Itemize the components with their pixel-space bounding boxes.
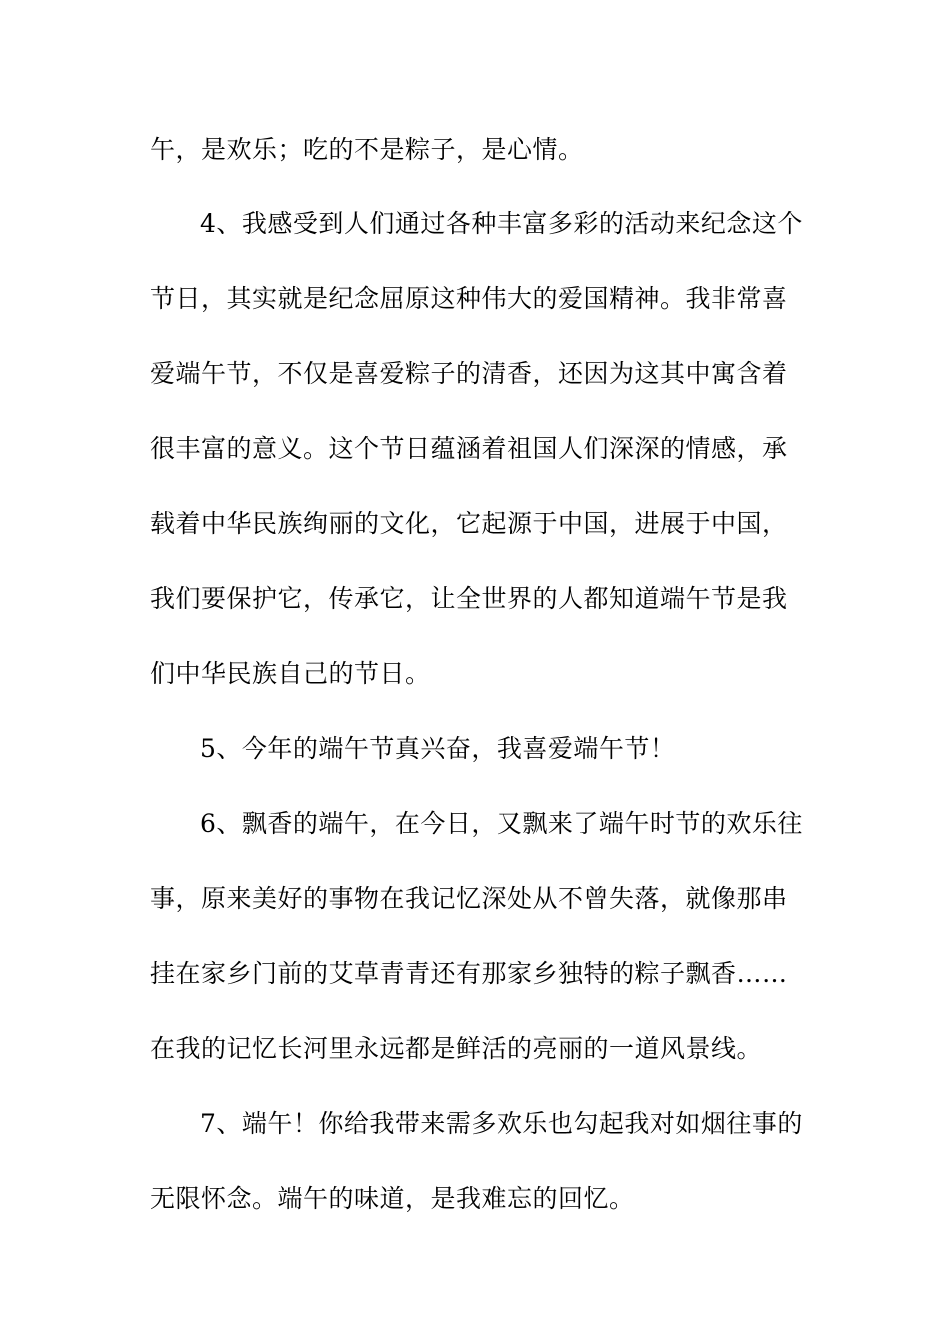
text-line: 7、端午！你给我带来需多欢乐也勾起我对如烟往事的	[200, 1109, 803, 1138]
text-line: 载着中华民族绚丽的文化，它起源于中国，进展于中国，	[150, 509, 788, 538]
text-line: 爱端午节，不仅是喜爱粽子的清香，还因为这其中寓含着	[150, 359, 788, 388]
text-line: 4、我感受到人们通过各种丰富多彩的活动来纪念这个	[200, 209, 803, 238]
text-line: 5、今年的端午节真兴奋，我喜爱端午节！	[200, 734, 676, 763]
text-line: 很丰富的意义。这个节日蕴涵着祖国人们深深的情感，承	[150, 434, 788, 463]
text-line: 6、飘香的端午，在今日，又飘来了端午时节的欢乐往	[200, 809, 803, 838]
text-line: 们中华民族自己的节日。	[150, 659, 431, 688]
text-line: 节日，其实就是纪念屈原这种伟大的爱国精神。我非常喜	[150, 284, 788, 313]
text-line: 事，原来美好的事物在我记忆深处从不曾失落，就像那串	[150, 884, 788, 913]
text-line: 无限怀念。端午的味道，是我难忘的回忆。	[150, 1184, 635, 1213]
text-line: 午，是欢乐；吃的不是粽子，是心情。	[150, 135, 584, 164]
text-line: 我们要保护它，传承它，让全世界的人都知道端午节是我	[150, 584, 788, 613]
text-line: 挂在家乡门前的艾草青青还有那家乡独特的粽子飘香……	[150, 959, 788, 988]
text-line: 在我的记忆长河里永远都是鲜活的亮丽的一道风景线。	[150, 1034, 763, 1063]
